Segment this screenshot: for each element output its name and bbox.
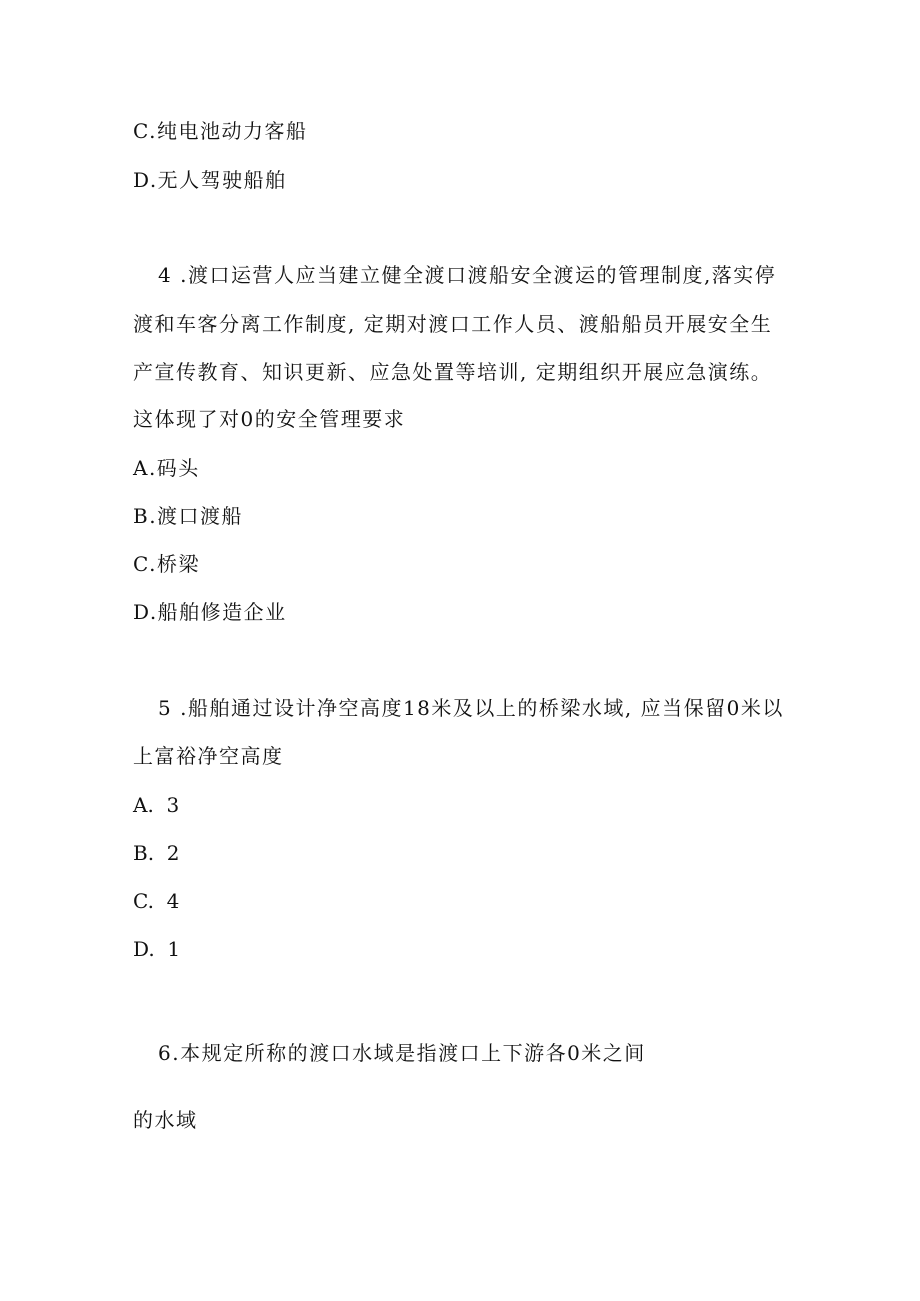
q4-stem-line-4: 这体现了对0的安全管理要求 <box>133 407 406 431</box>
q3-option-d: D.无人驾驶船舶 <box>133 168 287 192</box>
q4-option-c: C.桥梁 <box>133 552 200 576</box>
q4-option-a: A.码头 <box>133 456 200 480</box>
q4-stem-line-1: 4 .渡口运营人应当建立健全渡口渡船安全渡运的管理制度,落实停 <box>158 263 777 287</box>
q4-stem-line-2: 渡和车客分离工作制度, 定期对渡口工作人员、渡船船员开展安全生 <box>133 312 773 336</box>
q5-stem-line-1: 5 .船舶通过设计净空高度18米及以上的桥梁水域, 应当保留0米以 <box>158 696 784 720</box>
q3-option-c: C.纯电池动力客船 <box>133 119 308 143</box>
q6-stem-line-1: 6.本规定所称的渡口水域是指渡口上下游各0米之间 <box>158 1041 646 1065</box>
q4-stem-line-3: 产宣传教育、知识更新、应急处置等培训, 定期组织开展应急演练。 <box>133 360 773 384</box>
q6-stem-line-2: 的水域 <box>133 1108 198 1132</box>
q5-option-c: C. 4 <box>133 889 180 913</box>
q4-option-b: B.渡口渡船 <box>133 504 244 528</box>
q5-stem-line-2: 上富裕净空高度 <box>133 744 284 768</box>
q5-option-d: D. 1 <box>133 937 181 961</box>
q5-option-a: A. 3 <box>133 793 180 817</box>
q5-option-b: B. 2 <box>133 841 180 865</box>
q4-option-d: D.船舶修造企业 <box>133 600 287 624</box>
